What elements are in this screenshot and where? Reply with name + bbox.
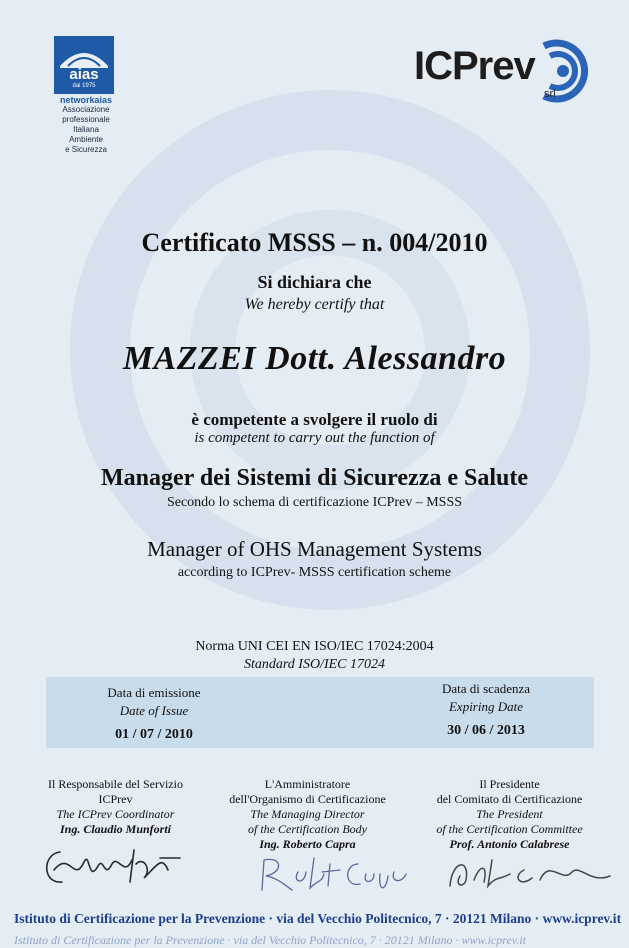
signature-calabrese bbox=[440, 850, 620, 895]
signatory-title: Il Responsabile del Servizio bbox=[48, 777, 183, 791]
expiry-date-label: Data di scadenza bbox=[441, 681, 531, 696]
aias-logo-year: dal 1975 bbox=[72, 83, 96, 89]
aias-tagline-line: Italiana bbox=[73, 125, 99, 134]
aias-network: networkaias bbox=[59, 95, 113, 105]
aias-logo-brand: aias bbox=[69, 66, 99, 83]
declaration-italian: Si dichiara che bbox=[257, 272, 372, 292]
role-italian: Manager dei Sistemi di Sicurezza e Salute bbox=[100, 465, 529, 491]
signatory-coordinator bbox=[18, 777, 213, 837]
signatory-title-english: of the Certification Committee bbox=[436, 822, 583, 836]
signatory-name: Prof. Antonio Calabrese bbox=[449, 837, 570, 851]
issue-date-block bbox=[54, 685, 254, 743]
signatory-name: Ing. Claudio Munforti bbox=[59, 822, 172, 836]
signatory-title: dell'Organismo di Certificazione bbox=[229, 792, 386, 806]
competence-english: is competent to carry out the function of bbox=[194, 430, 435, 446]
signatory-president bbox=[412, 777, 607, 852]
footer-address: Istituto di Certificazione per la Prevenzione · via del Vecchio Politecnico, 7 · 20121 Milano · www.icprev.it bbox=[14, 911, 622, 926]
signatory-name: Ing. Roberto Capra bbox=[259, 837, 356, 851]
expiry-date-block bbox=[386, 681, 586, 739]
aias-tagline-line: Associazione bbox=[62, 105, 110, 114]
competence-italian: è competente a svolgere il ruolo di bbox=[191, 410, 438, 429]
norm-reference: Norma UNI CEI EN ISO/IEC 17024:2004 bbox=[195, 639, 434, 654]
signatory-title: del Comitato di Certificazione bbox=[436, 792, 583, 806]
dates-band bbox=[46, 677, 594, 748]
signature-capra bbox=[258, 852, 418, 897]
holder-name: MAZZEI Dott. Alessandro bbox=[122, 340, 507, 377]
aias-tagline bbox=[46, 95, 126, 155]
aias-tagline-line: e Sicurezza bbox=[65, 145, 107, 154]
expiry-date-value: 30 / 06 / 2013 bbox=[447, 723, 525, 738]
aias-tagline-line: professionale bbox=[62, 115, 110, 124]
icprev-logo-suffix: srl bbox=[544, 88, 556, 100]
issue-date-value: 01 / 07 / 2010 bbox=[115, 727, 193, 742]
signatory-title: ICPrev bbox=[98, 792, 133, 806]
scheme-english: according to ICPrev- MSSS certification scheme bbox=[177, 565, 452, 580]
signatory-title-english: The President bbox=[476, 807, 543, 821]
issue-date-label-english: Date of Issue bbox=[119, 703, 189, 718]
expiry-date-label-english: Expiring Date bbox=[448, 699, 523, 714]
signatory-title-english: The ICPrev Coordinator bbox=[56, 807, 175, 821]
signatory-title-english: of the Certification Body bbox=[248, 822, 367, 836]
aias-logo bbox=[54, 36, 114, 94]
certificate-title: Certificato MSSS – n. 004/2010 bbox=[141, 228, 488, 257]
icprev-logo-text: ICPrev bbox=[414, 44, 535, 88]
aias-tagline-line: Ambiente bbox=[69, 135, 103, 144]
icprev-logo-emblem bbox=[532, 36, 594, 106]
signatory-managing-director bbox=[210, 777, 405, 852]
signature-munforti bbox=[40, 840, 190, 895]
signatory-title: L'Amministratore bbox=[264, 777, 351, 791]
issue-date-label: Data di emissione bbox=[107, 685, 201, 700]
signatory-title-english: The Managing Director bbox=[250, 807, 365, 821]
scheme-italian: Secondo lo schema di certificazione ICPrev – MSSS bbox=[166, 495, 463, 510]
footer-address-ghost: Istituto di Certificazione per la Prevenzione · via del Vecchio Politecnico, 7 · 20121 Milano · www.icprev.it bbox=[14, 933, 526, 947]
declaration-english: We hereby certify that bbox=[244, 296, 385, 313]
standard-reference: Standard ISO/IEC 17024 bbox=[243, 657, 386, 672]
signatory-title: Il Presidente bbox=[479, 777, 540, 791]
role-english: Manager of OHS Management Systems bbox=[147, 537, 482, 561]
